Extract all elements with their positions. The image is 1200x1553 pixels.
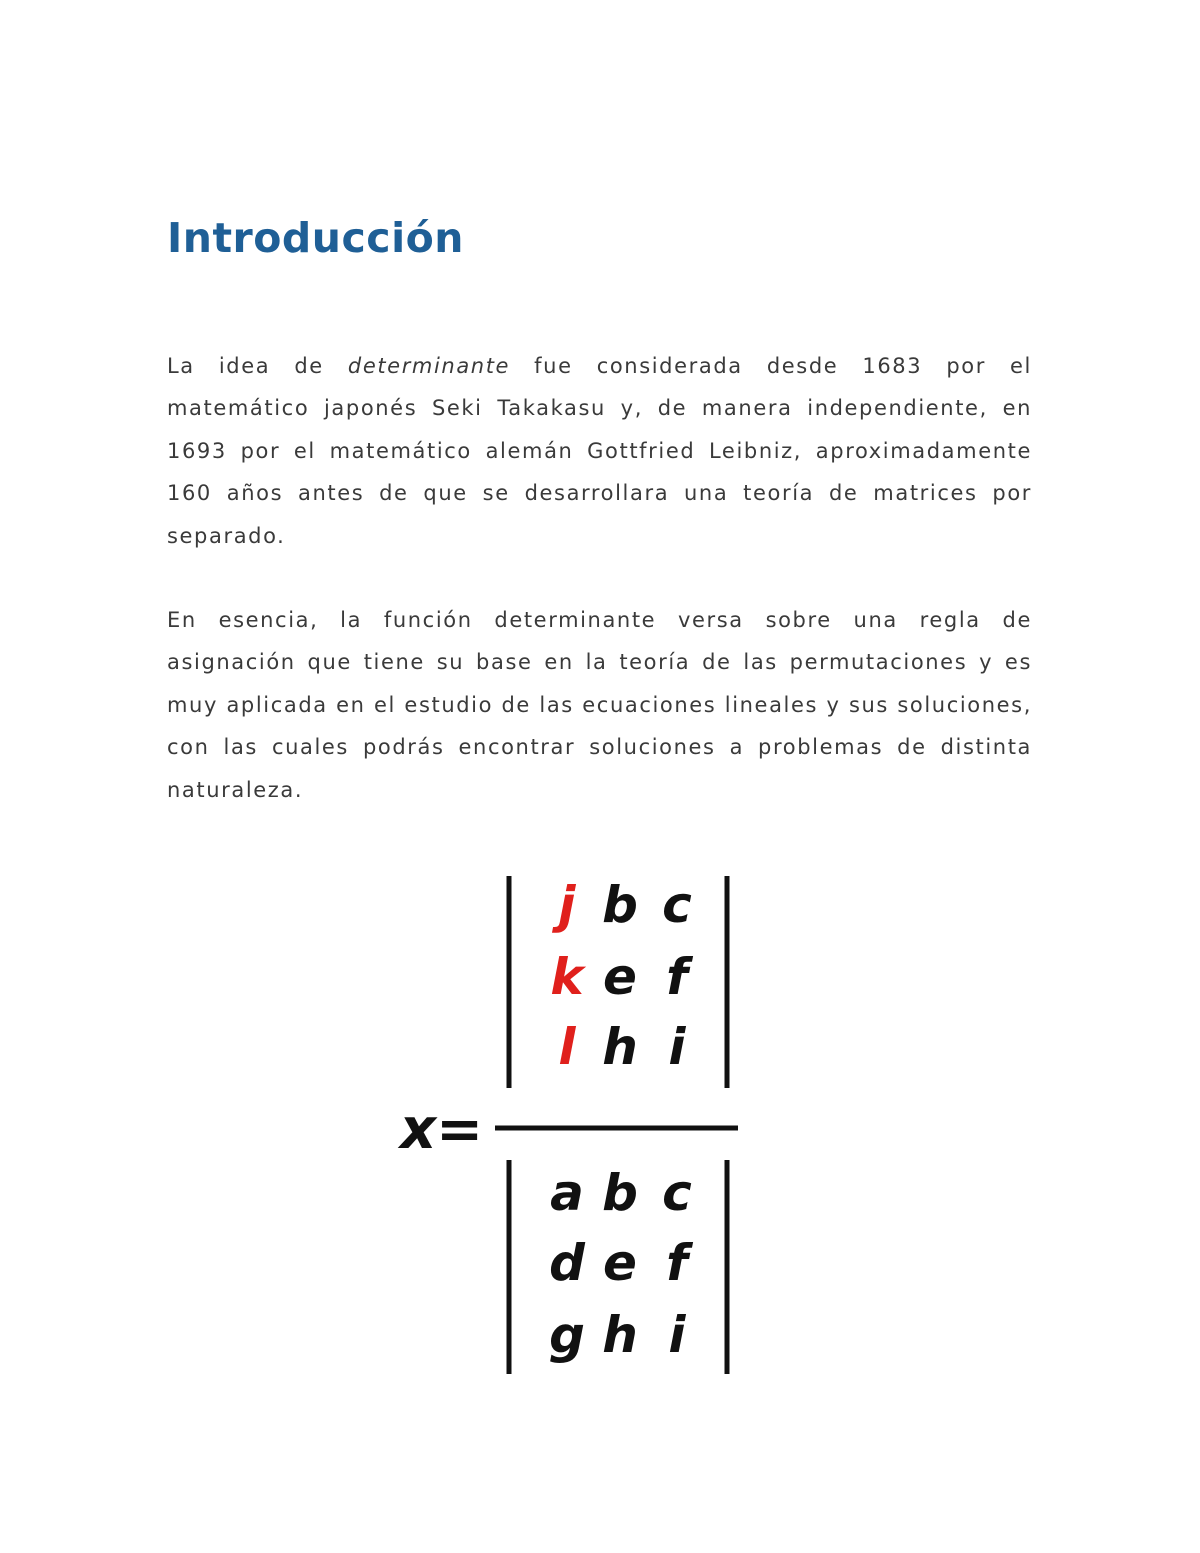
numerator-cell-r2-c1: k [550, 948, 584, 1006]
denominator-cell-r3-c1: g [549, 1306, 585, 1364]
denominator-cell-r1-c2: b [602, 1164, 638, 1222]
paragraph-text: fue considerada desde 1683 por el matemático japonés Seki Takakasu y, de manera independiente, en 1693 por el matemático alemán Gottfried Leibniz, aproximadamente 160 años antes de que se desarrollara una teoría de matrices por separado. [167, 354, 1032, 548]
numerator-cell-r3-c3: i [668, 1018, 686, 1076]
numerator-cell-r1-c1: j [558, 876, 576, 934]
page-title: Introducción [167, 214, 464, 262]
numerator-cell-r2-c2: e [603, 948, 637, 1006]
emphasis-term: determinante [347, 354, 511, 378]
formula-lhs: x= [400, 1097, 484, 1162]
denominator-cell-r3-c3: i [668, 1306, 686, 1364]
numerator-cell-r3-c1: l [558, 1018, 576, 1076]
numerator-cell-r1-c3: c [662, 876, 692, 934]
intro-paragraph-1 [167, 345, 1032, 557]
denominator-cell-r3-c2: h [602, 1306, 638, 1364]
numerator-cell-r2-c3: f [666, 948, 688, 1006]
denominator-cell-r2-c1: d [549, 1234, 585, 1292]
denominator-cell-r1-c3: c [662, 1164, 692, 1222]
intro-paragraph-2: En esencia, la función determinante versa sobre una regla de asignación que tiene su base en la teoría de las permutaciones y es muy aplicada en el estudio de las ecuaciones lineales y sus soluciones, con las cuales podrás encontrar soluciones a problemas de distinta naturaleza. [167, 608, 1032, 802]
formula-graphic [395, 870, 755, 1390]
denominator-cell-r1-c1: a [550, 1164, 584, 1222]
paragraph-text: La idea de [167, 354, 348, 378]
denominator-cell-r2-c3: f [666, 1234, 688, 1292]
numerator-cell-r3-c2: h [602, 1018, 638, 1076]
denominator-cell-r2-c2: e [603, 1234, 637, 1292]
numerator-cell-r1-c2: b [602, 876, 638, 934]
cramer-rule-formula [395, 870, 755, 1390]
